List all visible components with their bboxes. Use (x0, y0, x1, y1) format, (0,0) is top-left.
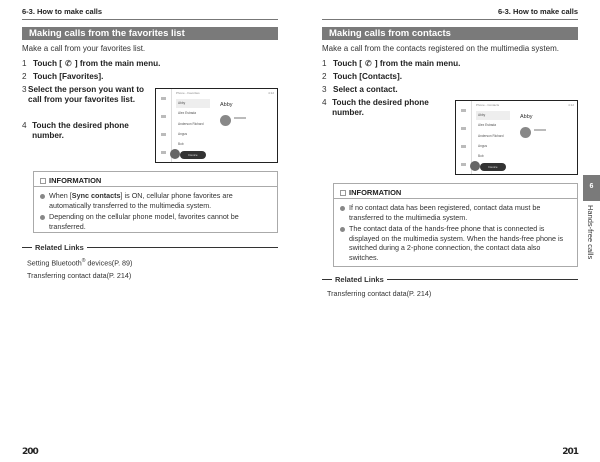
bullet-icon (40, 215, 45, 220)
car-icon (161, 133, 166, 136)
page-number: 201 (562, 447, 578, 457)
list-item: Angus (478, 144, 488, 148)
settings-icon (161, 151, 166, 154)
bullet-icon (340, 206, 345, 211)
car-icon (461, 145, 466, 148)
chapter-tab[interactable]: 6 (583, 175, 600, 201)
step-4: 4 Touch the desired phone number. (22, 121, 129, 140)
related-link[interactable]: Transferring contact data(P. 214) (27, 271, 132, 280)
step-2: 2 Touch [Contacts]. (322, 72, 402, 81)
music-icon (461, 109, 466, 112)
avatar (520, 127, 531, 138)
information-box: INFORMATION If no contact data has been registered, contact data must be transferred to the multimedia system. The contact data of the hands-free phone that is connected is displayed on the multimedia system. When the hands-free phone is switched during a 2-phone connection, the contact data also switches. (333, 183, 578, 267)
settings-icon (461, 163, 466, 166)
section-title: Making calls from contacts (322, 27, 578, 40)
info-item: Depending on the cellular phone model, favorites cannot be transferred. (40, 212, 271, 231)
phone-icon (161, 115, 166, 118)
intro-text: Make a call from the contacts registered on the multimedia system. (322, 44, 559, 53)
related-link[interactable]: Setting Bluetooth® devices(P. 89) (27, 258, 133, 268)
list-item: Alex Estrada (178, 111, 197, 115)
list-item: Angus (178, 132, 188, 136)
list-item: Anderson Richard (478, 134, 504, 138)
info-item: When [Sync contacts] is ON, cellular phone favorites are automatically transferred to the multimedia system. (40, 191, 271, 210)
list-item: Abby (176, 99, 210, 108)
search-icon (170, 149, 180, 159)
list-item: Abby (476, 111, 510, 120)
info-item: The contact data of the hands-free phone that is connected is displayed on the multimedia system. When the hands-free phone is switched during a 2-phone connection, the contact data also switches. (340, 224, 571, 262)
list-item: Alex Estrada (478, 123, 497, 127)
phone-icon: ✆ (64, 59, 72, 68)
page-header: 6-3. How to make calls (497, 7, 578, 16)
related-link[interactable]: Transferring contact data(P. 214) (327, 289, 432, 298)
list-item: Anderson Richard (178, 122, 204, 126)
related-links-heading: Related Links (322, 275, 578, 284)
phone-icon (461, 127, 466, 130)
list-item: Bob (178, 142, 184, 146)
bullet-icon (40, 194, 45, 199)
section-title: Making calls from the favorites list (22, 27, 278, 40)
search-icon (470, 161, 480, 171)
page-number: 200 (22, 447, 38, 457)
info-box-icon (340, 190, 346, 196)
list-item: Bob (478, 154, 484, 158)
step-4: 4 Touch the desired phone number. (322, 98, 429, 117)
step-2: 2 Touch [Favorites]. (22, 72, 104, 81)
step-1: 1 Touch [ ✆ ] from the main menu. (322, 59, 461, 68)
music-icon (161, 97, 166, 100)
chapter-label: Hands-free calls (586, 205, 595, 260)
bullet-icon (340, 227, 345, 232)
screenshot-favorites: Phone - Favorites 4:12 Abby Alex Estrada Anderson Richard Angus Bob Abby Device (155, 88, 278, 163)
intro-text: Make a call from your favorites list. (22, 44, 146, 53)
header-rule (322, 19, 578, 20)
page-header: 6-3. How to make calls (22, 7, 103, 16)
header-rule (22, 19, 278, 20)
information-box: INFORMATION When [Sync contacts] is ON, cellular phone favorites are automatically transferred to the multimedia system. Depending on the cellular phone model, favorites cannot be transferred. (33, 171, 278, 233)
related-links-heading: Related Links (22, 243, 278, 252)
phone-icon: ✆ (364, 59, 372, 68)
step-3: 3 Select a contact. (322, 85, 398, 94)
step-3: 3 Select the person you want to call from your favorites list. (22, 85, 145, 104)
info-box-icon (40, 178, 46, 184)
screenshot-contacts: Phone - Contacts 4:12 Abby Alex Estrada Anderson Richard Angus Bob Abby Device (455, 100, 578, 175)
avatar (220, 115, 231, 126)
info-item: If no contact data has been registered, contact data must be transferred to the multimedia system. (340, 203, 571, 222)
step-1: 1 Touch [ ✆ ] from the main menu. (22, 59, 161, 68)
